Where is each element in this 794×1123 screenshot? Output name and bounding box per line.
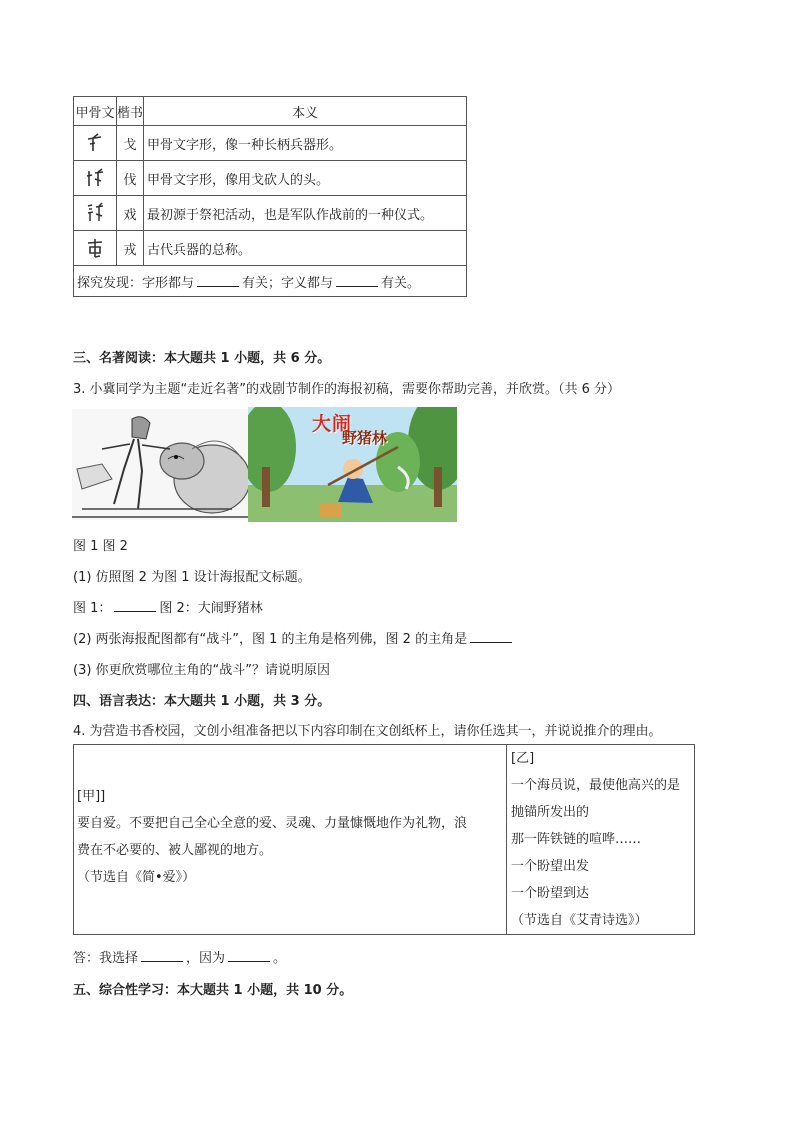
poster-image-1 — [72, 409, 248, 520]
oracle-rong-icon — [84, 237, 106, 259]
finding-suffix: 有关。 — [381, 275, 421, 291]
answer-blank[interactable] — [114, 599, 156, 612]
answer-suffix: 图 2：大闹野猪林 — [159, 601, 263, 616]
poster-title-a: 大闹 — [312, 413, 353, 435]
answer-suffix: 。 — [273, 951, 287, 966]
oracle-fa-icon — [84, 167, 106, 189]
answer-prefix: 答：我选择 — [73, 951, 139, 966]
quote-source: （节选自《简•爱》） — [77, 870, 196, 885]
quote-yi — [507, 745, 695, 935]
oracle-xi-icon — [84, 202, 106, 224]
poster-image-2 — [248, 407, 457, 522]
poster-title-b: 野猪林 — [342, 429, 388, 447]
question-stem: 4. 为营造书香校园，文创小组准备把以下内容印制在文创纸杯上，请你任选其一，并说说推介的理由。 — [73, 724, 662, 739]
poster-illustration-icon — [248, 407, 457, 522]
finding-cell — [74, 266, 467, 297]
subquestion-2 — [73, 628, 515, 647]
table-row — [74, 126, 467, 161]
meaning-cell: 最初源于祭祀活动，也是军队作战前的一种仪式。 — [144, 196, 467, 231]
answer-blank[interactable] — [228, 949, 270, 962]
answer-line — [73, 947, 286, 966]
oracle-ge-icon — [84, 132, 106, 154]
subquestion-1-answer — [73, 597, 263, 616]
quote-label: [甲]] — [77, 789, 106, 804]
quote-line: 一个盼望出发 — [511, 859, 590, 874]
quote-line: 一个海员说，最使他高兴的是 — [511, 778, 681, 793]
header-oracle: 甲骨文 — [74, 97, 117, 126]
quote-table — [73, 744, 695, 935]
answer-prefix: 图 1： — [73, 601, 112, 616]
quote-line: 要自爱。不要把自己全心全意的爱、灵魂、力量慷慨地作为礼物，浪 — [77, 816, 468, 831]
section-heading: 三、名著阅读：本大题共 1 小题，共 6 分。 — [73, 351, 331, 366]
kaishu-cell: 伐 — [117, 161, 144, 196]
answer-blank[interactable] — [197, 274, 239, 287]
header-kaishu: 楷书 — [117, 97, 144, 126]
gulliver-sketch-icon — [72, 409, 248, 520]
quote-label: [乙] — [511, 751, 535, 766]
character-table — [73, 96, 467, 297]
subquestion-1: (1) 仿照图 2 为图 1 设计海报配文标题。 — [73, 570, 311, 585]
table-row — [74, 161, 467, 196]
kaishu-cell: 戎 — [117, 231, 144, 266]
answer-blank[interactable] — [336, 274, 378, 287]
section-heading: 四、语言表达：本大题共 1 小题，共 3 分。 — [73, 694, 331, 709]
answer-blank[interactable] — [470, 630, 512, 643]
table-row — [74, 231, 467, 266]
quote-line: 那一阵铁链的喧哗…… — [511, 832, 642, 847]
answer-mid: ，因为 — [186, 951, 226, 966]
quote-line: 费在不必要的、被人鄙视的地方。 — [77, 843, 273, 858]
meaning-cell: 古代兵器的总称。 — [144, 231, 467, 266]
quote-source: （节选自《艾青诗选》） — [511, 913, 648, 928]
figure-caption: 图 1 图 2 — [73, 539, 128, 554]
subquestion-2-text: (2) 两张海报配图都有“战斗”，图 1 的主角是格列佛，图 2 的主角是 — [73, 632, 468, 647]
quote-jia — [74, 745, 507, 935]
kaishu-cell: 戈 — [117, 126, 144, 161]
table-row — [74, 196, 467, 231]
header-meaning: 本义 — [144, 97, 467, 126]
question-stem: 3. 小冀同学为主题“走近名著”的戏剧节制作的海报初稿，需要你帮助完善，并欣赏。（共 6 分） — [73, 382, 621, 397]
finding-prefix: 探究发现：字形都与 — [77, 275, 195, 291]
meaning-cell: 甲骨文字形，像用戈砍人的头。 — [144, 161, 467, 196]
kaishu-cell: 戏 — [117, 196, 144, 231]
quote-line: 一个盼望到达 — [511, 886, 590, 901]
section-heading: 五、综合性学习：本大题共 1 小题，共 10 分。 — [73, 983, 353, 998]
finding-mid: 有关；字义都与 — [242, 275, 334, 291]
subquestion-3: (3) 你更欣赏哪位主角的“战斗”？请说明原因 — [73, 663, 331, 678]
quote-line: 抛锚所发出的 — [511, 805, 590, 820]
meaning-cell: 甲骨文字形，像一种长柄兵器形。 — [144, 126, 467, 161]
answer-blank[interactable] — [141, 949, 183, 962]
